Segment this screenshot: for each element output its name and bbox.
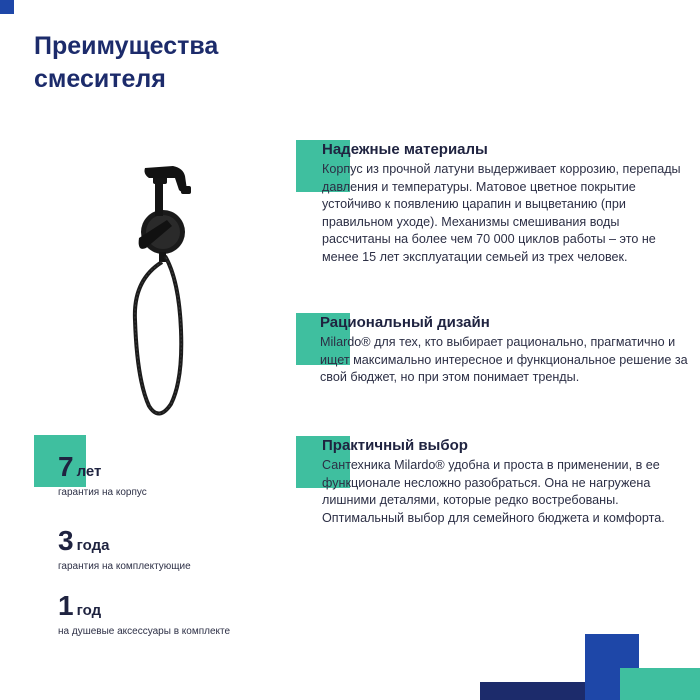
stat-caption: гарантия на комплектующие	[58, 561, 191, 572]
corner-decoration-teal	[620, 668, 700, 700]
feature-reliable-materials	[296, 140, 696, 266]
stat-value: 3	[58, 525, 74, 556]
feature-text: Milardo® для тех, кто выбирает рационально, прагматично и ищет максимально интересное и функциональное решение за свой бюджет, но при этом понимает тренды.	[320, 335, 688, 384]
stat-value: 1	[58, 590, 74, 621]
page-title-line-1: Преимущества	[34, 32, 219, 60]
stat-value: 7	[58, 451, 74, 482]
stat-unit: года	[76, 537, 110, 554]
feature-rational-design	[296, 313, 696, 387]
feature-title: Рациональный дизайн	[320, 314, 490, 331]
feature-text: Корпус из прочной латуни выдерживает коррозию, перепады давления и температуры. Матовое цветное покрытие устойчиво к появлению царапин и выцветанию (при правильном уходе). Механизмы смешивания воды рассчитаны на более чем 70 000 циклов работы – это не менее 15 лет эксплуатации семьей из трех человек.	[322, 162, 681, 264]
page-title-line-2: смесителя	[34, 65, 166, 93]
feature-text: Сантехника Milardo® удобна и проста в применении, в ее функционале несложно разобраться. Она не нагружена лишними деталями, которые редко востребованы. Оптимальный выбор для семейного бюджета и комфорта.	[322, 458, 665, 525]
stat-unit: лет	[76, 463, 102, 480]
feature-title: Надежные материалы	[322, 141, 488, 158]
stat-caption: гарантия на корпус	[58, 487, 147, 498]
corner-decoration-navy	[480, 682, 588, 700]
stat-unit: год	[76, 602, 102, 619]
hygienic-shower-mixer-icon	[125, 160, 205, 420]
feature-title: Практичный выбор	[322, 437, 468, 454]
stat-caption: на душевые аксессуары в комплекте	[58, 626, 231, 637]
feature-practical-choice	[296, 436, 696, 527]
corner-decoration	[0, 0, 14, 14]
page-title	[34, 30, 218, 96]
stat-warranty-components	[58, 526, 191, 573]
stat-warranty-body	[58, 452, 147, 499]
stat-warranty-accessories	[58, 591, 230, 638]
